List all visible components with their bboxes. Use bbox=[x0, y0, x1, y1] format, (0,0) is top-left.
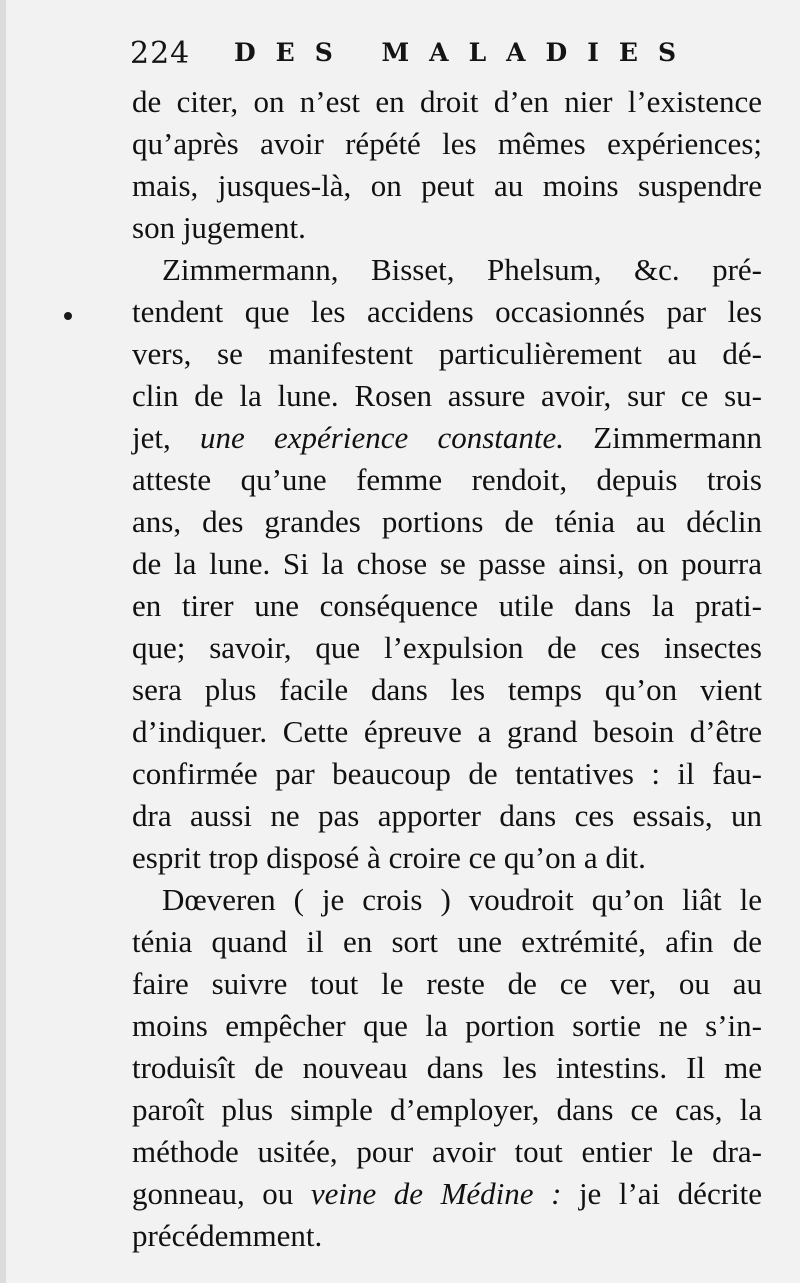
text-line: moins empêcher que la portion sortie ne s’in- bbox=[132, 1008, 762, 1043]
text-line: précédemment. bbox=[132, 1218, 323, 1253]
text-line-with-italic bbox=[132, 1173, 762, 1215]
text-line: qu’après avoir répété les mêmes expériences; bbox=[132, 126, 762, 161]
body-text bbox=[132, 81, 762, 1257]
italic-phrase: une expérience constante. bbox=[200, 420, 565, 455]
text-line: d’indiquer. Cette épreuve a grand besoin d’être bbox=[132, 714, 762, 749]
text-line: mais, jusques-là, on peut au moins suspendre bbox=[132, 168, 762, 203]
running-title: DES MALADIES bbox=[234, 38, 697, 67]
paragraph-start-line: Zimmermann, Bisset, Phelsum, &c. pré- bbox=[162, 252, 762, 287]
text-line: en tirer une conséquence utile dans la prati- bbox=[132, 588, 762, 623]
text-line: tendent que les accidens occasionnés par les bbox=[132, 294, 762, 329]
text-line: atteste qu’une femme rendoit, depuis trois bbox=[132, 462, 762, 497]
text-line: son jugement. bbox=[132, 210, 306, 245]
text-line: faire suivre tout le reste de ce ver, ou au bbox=[132, 966, 762, 1001]
text-segment: jet, bbox=[132, 420, 171, 455]
text-line: sera plus facile dans les temps qu’on vient bbox=[132, 672, 762, 707]
page-number: 224 bbox=[130, 36, 191, 71]
text-line: ans, des grandes portions de ténia au déclin bbox=[132, 504, 762, 539]
text-line: ténia quand il en sort une extrémité, afin de bbox=[132, 924, 762, 959]
italic-phrase: veine de Médine : bbox=[310, 1176, 562, 1211]
text-line: méthode usitée, pour avoir tout entier le dra- bbox=[132, 1134, 762, 1169]
text-segment: Zimmermann bbox=[593, 420, 763, 455]
text-line: de la lune. Si la chose se passe ainsi, on pourra bbox=[132, 546, 762, 581]
text-line: troduisît de nouveau dans les intestins. Il me bbox=[132, 1050, 762, 1085]
text-segment: je l’ai décrite bbox=[578, 1176, 763, 1211]
text-line: que; savoir, que l’expulsion de ces insectes bbox=[132, 630, 762, 665]
ink-speck bbox=[64, 312, 72, 320]
text-line: clin de la lune. Rosen assure avoir, sur ce su- bbox=[132, 378, 762, 413]
paragraph-start-line: Dœveren ( je crois ) voudroit qu’on liât le bbox=[162, 882, 762, 917]
page-header bbox=[130, 32, 770, 76]
text-line-with-italic bbox=[132, 417, 762, 459]
text-segment: gonneau, ou bbox=[132, 1176, 294, 1211]
text-line: paroît plus simple d’employer, dans ce cas, la bbox=[132, 1092, 762, 1127]
text-line: esprit trop disposé à croire ce qu’on a dit. bbox=[132, 840, 646, 875]
text-line: de citer, on n’est en droit d’en nier l’existence bbox=[132, 84, 762, 119]
text-line: vers, se manifestent particulièrement au dé- bbox=[132, 336, 762, 371]
text-line: dra aussi ne pas apporter dans ces essais, un bbox=[132, 798, 762, 833]
text-line: confirmée par beaucoup de tentatives : il fau- bbox=[132, 756, 762, 791]
